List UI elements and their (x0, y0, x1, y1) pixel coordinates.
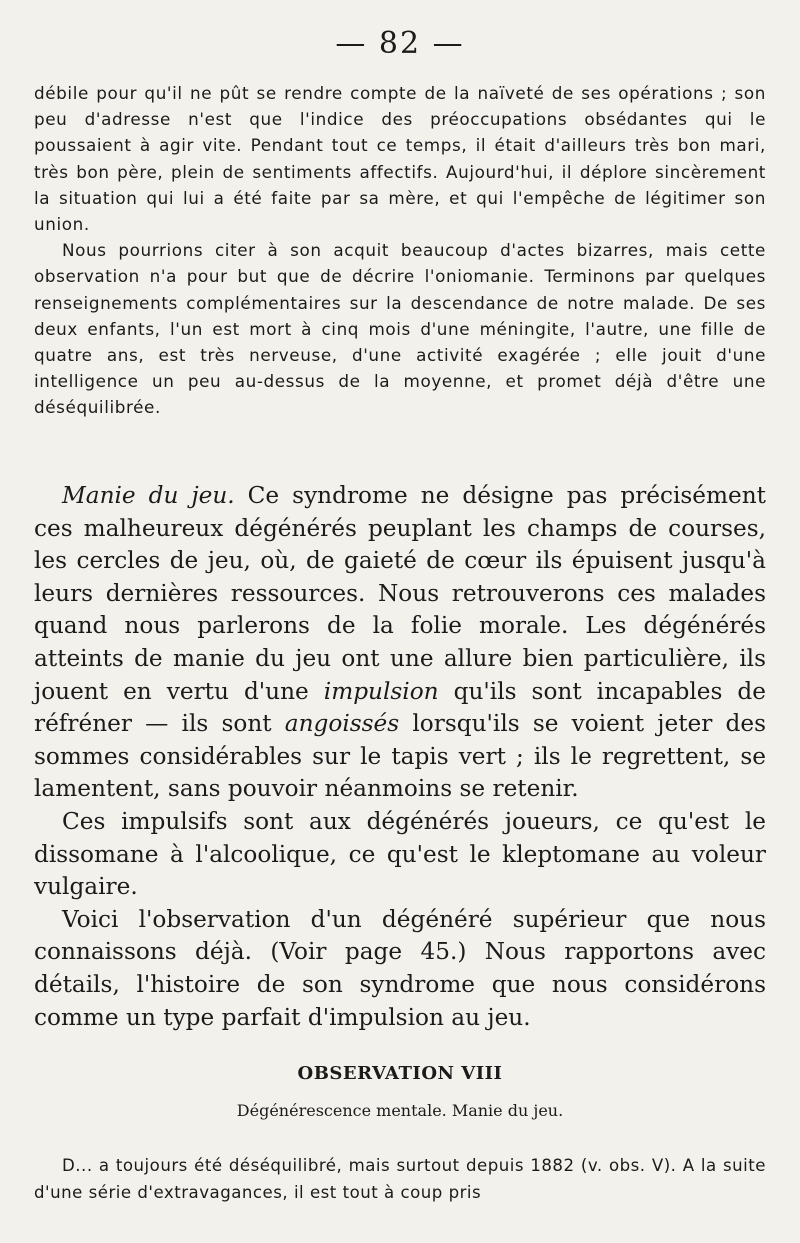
observation-subtitle: Dégénérescence mentale. Manie du jeu. (236, 1101, 564, 1120)
observation-body (34, 1152, 766, 1206)
manie-text-a: Ce syndrome ne désigne pas précisément ces malheureux dégénérés peuplant les champs de courses, les cercles de jeu, où, de gaieté de cœur ils épuisent jusqu'à leurs dernières ressources. Nous retrouverons ces malades quand nous parlerons de la folie morale. Les dégénérés atteints de manie du jeu ont une allure bien particulière, ils jouent en vertu d'une (34, 482, 766, 705)
section-title: Manie du jeu. (62, 482, 235, 509)
page-number: — 82 — (335, 26, 465, 61)
observation-heading: OBSERVATION VIII (297, 1063, 503, 1084)
preceding-text (34, 80, 766, 421)
manie-du-jeu-section (34, 480, 766, 1034)
manie-paragraph-2: Ces impulsifs sont aux dégénérés joueurs, ce qu'est le dissomane à l'alcoolique, ce qu'est le kleptomane au voleur vulgaire. (34, 807, 766, 901)
paragraph-descendance: Nous pourrions citer à son acquit beaucoup d'actes bizarres, mais cette observation n'a pour but que de décrire l'oniomanie. Terminons par quelques renseignements complémentaires sur la descendance de notre malade. De ses deux enfants, l'un est mort à cinq mois d'une méningite, l'autre, une fille de quatre ans, est très nerveuse, d'une activité exagérée ; elle jouit d'une intelligence un peu au-dessus de la moyenne, et promet déjà d'être une déséquilibrée. (34, 240, 766, 418)
manie-paragraph-1 (34, 480, 766, 806)
manie-text-c: lorsqu'ils se voient jeter des sommes considérables sur le tapis vert ; ils le regrettent, se lamentent, sans pouvoir néanmoins se retenir. (34, 710, 767, 803)
manie-text-b: qu'ils sont incapables de réfréner — ils sont (34, 677, 766, 738)
manie-paragraph-3: Voici l'observation d'un dégénéré supérieur que nous connaissons déjà. (Voir page 45.) Nous rapportons avec détails, l'histoire de son syndrome que nous considérons comme un type parfait d'impulsion au jeu. (34, 905, 766, 1031)
emphasis-angoisses: angoissés (284, 710, 400, 738)
paragraph-continuation: débile pour qu'il ne pût se rendre compte de la naïveté de ses opérations ; son peu d'adresse n'est que l'indice des préoccupations obsédantes qui le poussaient à agir vite. Pendant tout ce temps, il était d'ailleurs très bon mari, très bon père, plein de sentiments affectifs. Aujourd'hui, il déplore sincèrement la situation qui lui a été faite par sa mère, et qui l'empêche de légitimer son union. (34, 83, 766, 235)
observation-paragraph: D... a toujours été déséquilibré, mais surtout depuis 1882 (v. obs. V). A la suite d'une série d'extravagances, il est tout à coup pris (34, 1156, 766, 1202)
emphasis-impulsion: impulsion (323, 677, 439, 705)
